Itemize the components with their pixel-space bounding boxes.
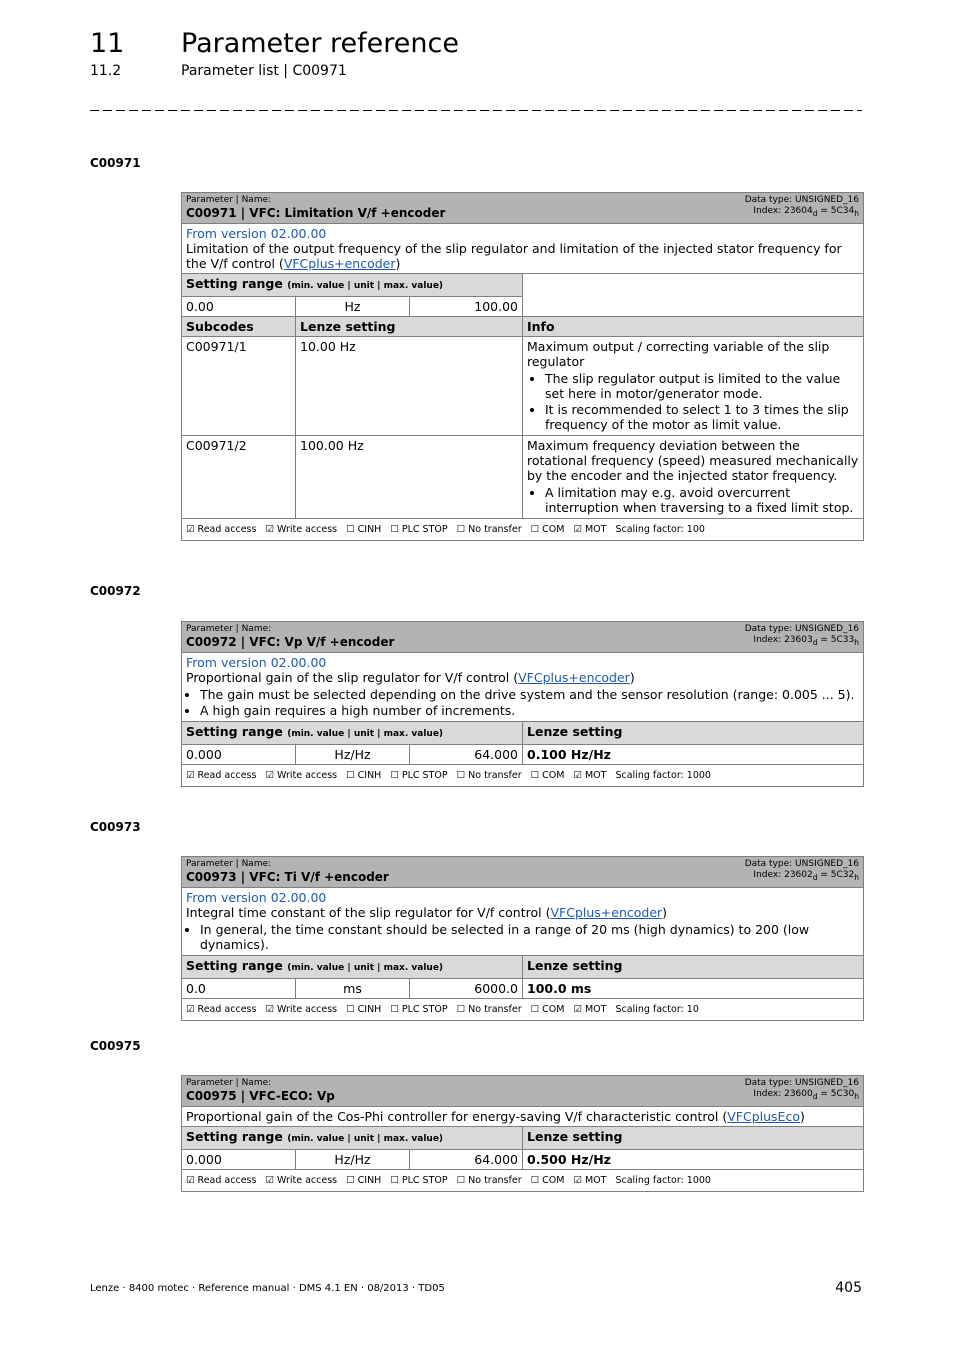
mot: ☑ MOT [573, 524, 607, 535]
index: Index: $23604_d = 5C34_h$ [753, 206, 859, 218]
plc-stop: ☐ PLC STOP [390, 770, 448, 781]
data-type: Data type: UNSIGNED_16 [744, 1078, 859, 1088]
no-transfer: ☐ No transfer [456, 770, 522, 781]
info-text: Maximum output / correcting variable of the slip regulator [527, 339, 830, 369]
version-note: From version 02.00.00 [186, 226, 327, 241]
mot: ☑ MOT [573, 770, 607, 781]
lenze-setting-header: Lenze setting [523, 1127, 864, 1150]
section-label-c00975: C00975 [90, 1039, 141, 1053]
parameter-header [182, 622, 864, 653]
data-type: Data type: UNSIGNED_16 [744, 624, 859, 634]
no-transfer: ☐ No transfer [456, 524, 522, 535]
version-note: From version 02.00.00 [186, 890, 327, 905]
description-cell [182, 224, 864, 274]
chapter-number: 11 [90, 28, 125, 59]
parameter-name: C00973 | VFC: Ti V/f +encoder [186, 870, 389, 884]
lenze-setting-header: Lenze setting [523, 956, 864, 979]
parameter-header [182, 1076, 864, 1107]
param-name-label: Parameter | Name: [186, 195, 272, 205]
no-transfer: ☐ No transfer [456, 1175, 522, 1186]
unit: ms [296, 979, 410, 999]
vfcplus-encoder-link[interactable]: VFCplus+encoder [518, 670, 630, 685]
write-access: ☑ Write access [265, 1004, 338, 1015]
list-item: • In general, the time constant should be selected in a range of 20 ms (high dynamics) to 200 (low dynamics). [200, 922, 859, 952]
com: ☐ COM [530, 770, 565, 781]
com: ☐ COM [530, 1004, 565, 1015]
index: Index: $23602_d = 5C32_h$ [753, 870, 859, 882]
setting-range-sub: (min. value | unit | max. value) [287, 281, 444, 291]
cinh: ☐ CINH [346, 770, 382, 781]
plc-stop: ☐ PLC STOP [390, 524, 448, 535]
description-cell [182, 1107, 864, 1127]
description-text: Proportional gain of the slip regulator for V/f control ( [186, 670, 519, 685]
lenze-setting: 100.00 Hz [296, 436, 523, 519]
info-cell [523, 436, 864, 519]
description-end: ) [629, 670, 635, 685]
section-label-c00973: C00973 [90, 820, 141, 834]
setting-range-label: Setting range [186, 1129, 283, 1144]
list-item: • The gain must be selected depending on the drive system and the sensor resolution (range: 0.005 ... 5). [200, 687, 859, 702]
index: Index: $23600_d = 5C30_h$ [753, 1089, 859, 1101]
read-access: ☑ Read access [186, 1175, 257, 1186]
parameter-name: C00975 | VFC-ECO: Vp [186, 1089, 335, 1103]
subcodes-header: Subcodes [182, 317, 296, 337]
scaling-factor: Scaling factor: 10 [615, 1004, 699, 1015]
lenze-setting-header: Lenze setting [296, 317, 523, 337]
page-number: 405 [835, 1280, 862, 1296]
setting-range-header [182, 274, 523, 297]
access-flags [182, 999, 864, 1021]
read-access: ☑ Read access [186, 524, 257, 535]
parameter-name: C00971 | VFC: Limitation V/f +encoder [186, 206, 446, 220]
setting-range-sub: (min. value | unit | max. value) [287, 963, 444, 973]
write-access: ☑ Write access [265, 1175, 338, 1186]
description-end: ) [799, 1109, 805, 1124]
read-access: ☑ Read access [186, 1004, 257, 1015]
data-type: Data type: UNSIGNED_16 [744, 859, 859, 869]
min-value: 0.000 [182, 745, 296, 765]
lenze-setting: 10.00 Hz [296, 337, 523, 436]
lenze-setting: 0.500 Hz/Hz [523, 1150, 864, 1170]
parameter-name: C00972 | VFC: Vp V/f +encoder [186, 635, 395, 649]
section-label-c00971: C00971 [90, 156, 141, 170]
plc-stop: ☐ PLC STOP [390, 1004, 448, 1015]
setting-range-label: Setting range [186, 958, 283, 973]
footer-text: Lenze · 8400 motec · Reference manual · DMS 4.1 EN · 08/2013 · TD05 [90, 1283, 445, 1294]
lenze-setting: 0.100 Hz/Hz [523, 745, 864, 765]
vfcplus-encoder-link[interactable]: VFCplus+encoder [283, 256, 396, 271]
description-text: Limitation of the output frequency of the slip regulator and limitation of the injected stator frequency for the V/f control ( [186, 241, 842, 271]
cinh: ☐ CINH [346, 1175, 382, 1186]
scaling-factor: Scaling factor: 100 [615, 524, 705, 535]
plc-stop: ☐ PLC STOP [390, 1175, 448, 1186]
read-access: ☑ Read access [186, 770, 257, 781]
subcode: C00971/2 [182, 436, 296, 519]
access-flags [182, 519, 864, 541]
info-cell [523, 337, 864, 436]
parameter-table-c00971 [181, 192, 864, 541]
unit: Hz/Hz [296, 745, 410, 765]
parameter-table-c00975 [181, 1075, 864, 1192]
description-text: Integral time constant of the slip regulator for V/f control ( [186, 905, 551, 920]
unit: Hz/Hz [296, 1150, 410, 1170]
setting-range-sub: (min. value | unit | max. value) [287, 729, 444, 739]
index: Index: $23603_d = 5C33_h$ [753, 635, 859, 647]
max-value: 64.000 [410, 745, 523, 765]
description-end: ) [395, 256, 401, 271]
mot: ☑ MOT [573, 1175, 607, 1186]
max-value: 64.000 [410, 1150, 523, 1170]
list-item: • A high gain requires a high number of increments. [200, 703, 859, 718]
table-row [182, 436, 864, 519]
cinh: ☐ CINH [346, 1004, 382, 1015]
section-label-c00972: C00972 [90, 584, 141, 598]
setting-range-header [182, 722, 523, 745]
chapter-title: Parameter reference [181, 28, 459, 59]
min-value: 0.0 [182, 979, 296, 999]
table-row [182, 337, 864, 436]
setting-range-header [182, 1127, 523, 1150]
info-text: Maximum frequency deviation between the rotational frequency (speed) measured mechanically by the encoder and the injected stator frequency. [527, 438, 859, 483]
version-note: From version 02.00.00 [186, 655, 327, 670]
subcode: C00971/1 [182, 337, 296, 436]
param-name-label: Parameter | Name: [186, 624, 272, 634]
section-title: Parameter list | C00971 [181, 63, 347, 79]
no-transfer: ☐ No transfer [456, 1004, 522, 1015]
vfcplus-encoder-link[interactable]: VFCplus+encoder [550, 905, 663, 920]
parameter-header [182, 857, 864, 888]
data-type: Data type: UNSIGNED_16 [744, 195, 859, 205]
info-header: Info [523, 317, 864, 337]
setting-range-label: Setting range [186, 724, 283, 739]
section-number: 11.2 [90, 63, 122, 79]
mot: ☑ MOT [573, 1004, 607, 1015]
list-item: • It is recommended to select 1 to 3 times the slip frequency of the motor as limit value. [545, 402, 859, 432]
description-end: ) [662, 905, 668, 920]
parameter-table-c00973 [181, 856, 864, 1021]
lenze-setting-header: Lenze setting [523, 722, 864, 745]
list-item: • A limitation may e.g. avoid overcurrent interruption when traversing to a fixed limit stop. [545, 485, 859, 515]
vfcpluseco-link[interactable]: VFCplusEco [727, 1109, 800, 1124]
description-cell [182, 653, 864, 722]
unit: Hz [296, 297, 410, 317]
min-value: 0.000 [182, 1150, 296, 1170]
empty-cell [523, 274, 864, 317]
lenze-setting: 100.0 ms [523, 979, 864, 999]
parameter-header [182, 193, 864, 224]
param-name-label: Parameter | Name: [186, 1078, 272, 1088]
setting-range-sub: (min. value | unit | max. value) [287, 1134, 444, 1144]
param-name-label: Parameter | Name: [186, 859, 272, 869]
setting-range-label: Setting range [186, 276, 283, 291]
scaling-factor: Scaling factor: 1000 [615, 1175, 711, 1186]
description-text: Proportional gain of the Cos-Phi controller for energy-saving V/f characteristic control ( [186, 1109, 728, 1124]
com: ☐ COM [530, 1175, 565, 1186]
parameter-table-c00972 [181, 621, 864, 787]
header-divider [90, 110, 862, 111]
access-flags [182, 765, 864, 787]
max-value: 100.00 [410, 297, 523, 317]
max-value: 6000.0 [410, 979, 523, 999]
scaling-factor: Scaling factor: 1000 [615, 770, 711, 781]
cinh: ☐ CINH [346, 524, 382, 535]
description-cell [182, 888, 864, 956]
com: ☐ COM [530, 524, 565, 535]
list-item: • The slip regulator output is limited to the value set here in motor/generator mode. [545, 371, 859, 401]
setting-range-header [182, 956, 523, 979]
write-access: ☑ Write access [265, 524, 338, 535]
write-access: ☑ Write access [265, 770, 338, 781]
min-value: 0.00 [182, 297, 296, 317]
access-flags [182, 1170, 864, 1192]
